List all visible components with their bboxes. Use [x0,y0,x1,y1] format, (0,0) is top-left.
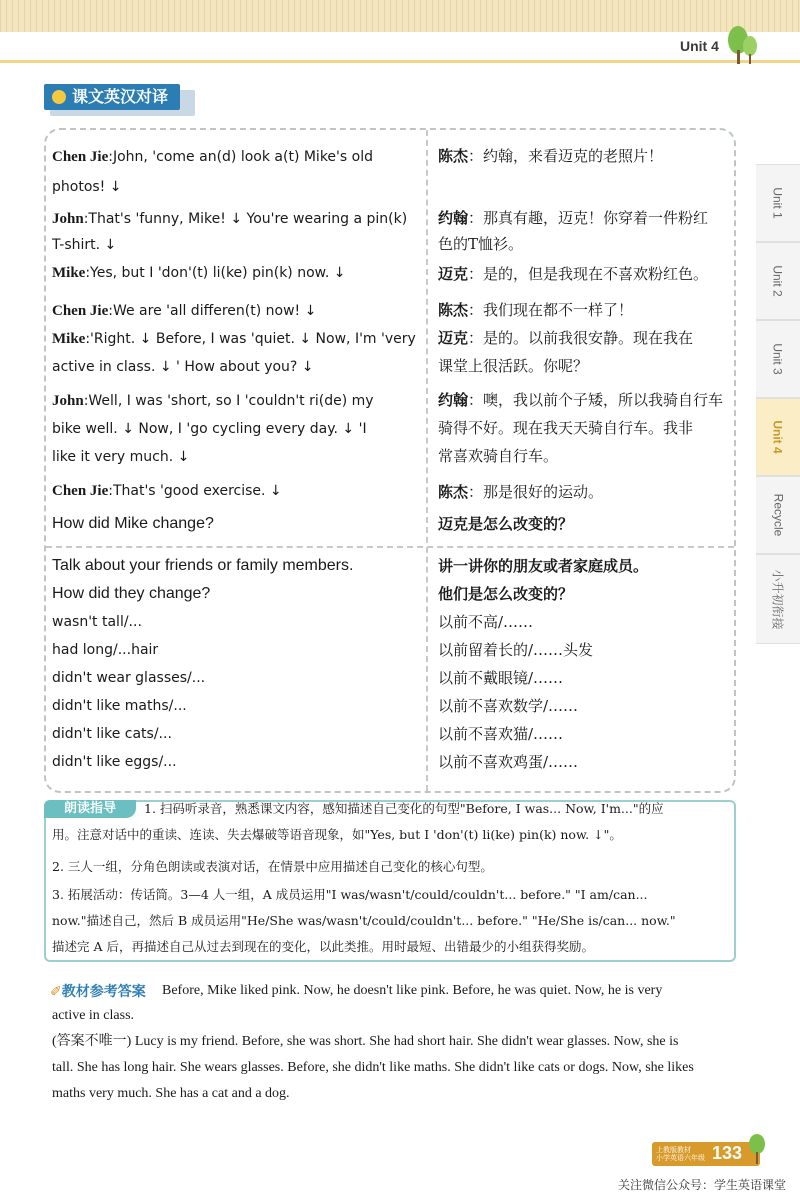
section-title [44,84,180,110]
answer-tag [50,981,146,1001]
talk-intro-en: How did they change? [52,585,211,602]
footer-note: 关注微信公众号：学生英语课堂 [618,1178,787,1192]
talk-item-en: didn't like cats/... [52,726,172,742]
reading-line: 3. 拓展活动：传话筒。3—4 人一组，A 成员运用"I was/wasn't/could/couldn't... before." "I am/can... [52,887,648,902]
reading-line: 2. 三人一组，分角色朗读或表演对话，在情景中应用描述自己变化的核心句型。 [52,859,493,874]
cn-line: 迈克：是的。以前我很安静。现在我在 [438,329,694,347]
section-title-text: 课文英汉对译 [72,87,169,106]
tab-unit-1[interactable] [756,164,800,242]
header-rule [0,60,800,63]
cn-line: 色的T恤衫。 [438,235,524,253]
en-line: like it very much. ↓ [52,449,190,465]
cn-line: 常喜欢骑自行车。 [438,447,559,465]
tab-label: 小升初衔接 [770,568,785,630]
tab-label: Unit 3 [770,343,785,375]
en-line: active in class. ↓ ' How about you? ↓ [52,359,314,375]
en-line: Mike:'Right. ↓ Before, I was 'quiet. ↓ Now, I'm 'very [52,331,416,347]
star-icon [52,90,66,104]
cn-line: 陈杰：约翰，来看迈克的老照片！ [438,147,664,165]
pen-icon: ✐ [50,984,62,1000]
talk-intro-en: Talk about your friends or family members. [52,557,354,574]
talk-item-en: didn't like maths/... [52,698,187,714]
answer-line: maths very much. She has a cat and a dog. [52,1086,290,1101]
answer-line: Before, Mike liked pink. Now, he doesn't like pink. Before, he was quiet. Now, he is very [162,983,663,998]
talk-item-cn: 以前不喜欢数学/…… [438,697,579,715]
reading-line: now."描述自己，然后 B 成员运用"He/She was/wasn't/could/couldn't... before." "He/She is/can... now." [52,913,676,928]
tab-label: Unit 4 [771,420,785,454]
en-line: bike well. ↓ Now, I 'go cycling every day. ↓ 'I [52,421,367,437]
en-line: Chen Jie:John, 'come an(d) look a(t) Mike's old [52,149,373,165]
row-divider [46,546,734,548]
talk-item-en: had long/...hair [52,642,159,658]
reading-line: 用。注意对话中的重读、连读、失去爆破等语音现象，如"Yes, but I 'don'(t) li(ke) pin(k) now. ↓"。 [52,827,622,842]
talk-item-cn: 以前不高/…… [438,613,534,631]
question-en: How did Mike change? [52,515,214,532]
en-line: photos! ↓ [52,179,122,195]
cn-line: 陈杰：我们现在都不一样了！ [438,301,634,319]
reading-line: 1. 扫码听录音，熟悉课文内容，感知描述自己变化的句型"Before, I was... Now, I'm..."的应 [144,801,664,816]
talk-item-en: wasn't tall/... [52,614,142,630]
unit-label: Unit 4 [680,38,719,54]
cn-line: 骑得不好。现在我天天骑自行车。我非 [438,419,694,437]
talk-item-cn: 以前不喜欢猫/…… [438,725,564,743]
en-line: John:Well, I was 'short, so I 'couldn't ri(de) my [52,393,374,409]
talk-item-cn: 以前留着长的/……头发 [438,641,594,659]
talk-item-en: didn't wear glasses/... [52,670,206,686]
cn-line: 迈克：是的，但是我现在不喜欢粉红色。 [438,265,709,283]
talk-intro-cn: 讲一讲你的朋友或者家庭成员。 [438,557,649,575]
en-line: T-shirt. ↓ [52,237,117,253]
tab-label: Unit 1 [770,187,785,219]
talk-item-cn: 以前不戴眼镜/…… [438,669,564,687]
cn-line: 陈杰：那是很好的运动。 [438,483,604,501]
reading-line: 描述完 A 后，再描述自己从过去到现在的变化，以此类推。用时最短、出错最少的小组获得奖励。 [52,939,594,954]
question-cn: 迈克是怎么改变的？ [438,515,574,533]
cn-line: 课堂上很活跃。你呢？ [438,357,589,375]
tree-icon [724,24,760,64]
answer-line: active in class. [52,1008,135,1023]
tab-unit-3[interactable] [756,320,800,398]
answer-tag-text: 教材参考答案 [61,984,146,1000]
tab-label: Recycle [771,493,785,537]
cn-line: 约翰：噢，我以前个子矮，所以我骑自行车 [438,391,724,409]
column-divider [426,130,428,791]
en-line: Mike:Yes, but I 'don'(t) li(ke) pin(k) now. ↓ [52,265,346,281]
talk-item-cn: 以前不喜欢鸡蛋/…… [438,753,579,771]
tab-label: Unit 2 [770,265,785,297]
answer-line: tall. She has long hair. She wears glasses. Before, she didn't like maths. She didn't like cats or dogs. Now, she likes [52,1060,694,1075]
en-line: Chen Jie:That's 'good exercise. ↓ [52,483,282,499]
en-line: Chen Jie:We are 'all differen(t) now! ↓ [52,303,317,319]
tab-unit-4[interactable] [756,398,800,476]
tree-icon [748,1134,766,1164]
tab-bridge[interactable] [756,554,800,644]
top-strip-texture [0,0,800,32]
page-number: 133 [712,1143,743,1163]
tab-recycle[interactable] [756,476,800,554]
badge-text: 上教版教材 小学英语六年级 [656,1146,705,1162]
talk-intro-cn: 他们是怎么改变的？ [438,585,574,603]
answer-line: (答案不唯一) Lucy is my friend. Before, she was short. She had short hair. She didn't wear glasses. Now, she is [52,1034,679,1049]
cn-line: 约翰：那真有趣，迈克！你穿着一件粉红 [438,209,709,227]
reading-guide-tag: 朗读指导 [44,800,136,818]
en-line: John:That's 'funny, Mike! ↓ You're wearing a pin(k) [52,211,408,227]
tab-unit-2[interactable] [756,242,800,320]
talk-item-en: didn't like eggs/... [52,754,177,770]
